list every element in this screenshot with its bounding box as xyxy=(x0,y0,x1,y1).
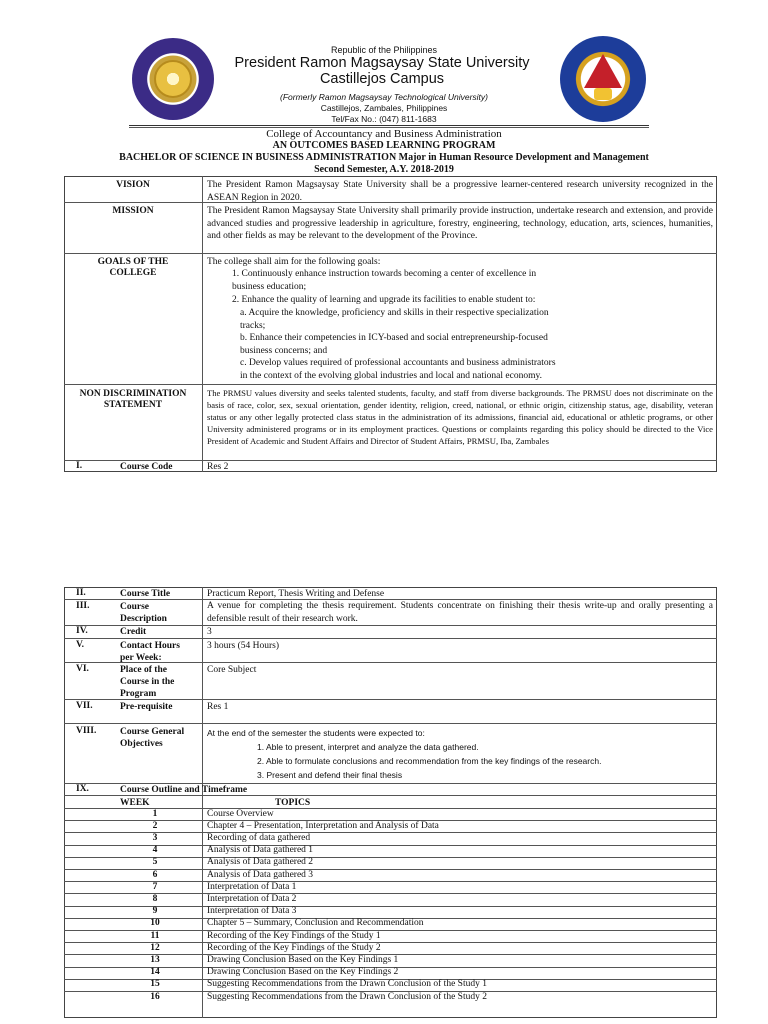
vmg-col-divider xyxy=(202,176,203,472)
tel-text: Tel/Fax No.: (047) 811-1683 xyxy=(331,114,437,124)
degree-title: BACHELOR OF SCIENCE IN BUSINESS ADMINISTRATION Major in Human Resource Development and Management xyxy=(119,152,649,163)
outline-topic-cell: Suggesting Recommendations from the Drawn Conclusion of the Study 1 xyxy=(207,979,487,990)
credit-label: Credit xyxy=(120,627,147,637)
outline-topic-cell: Drawing Conclusion Based on the Key Findings 2 xyxy=(207,967,399,978)
outline-week-cell: 14 xyxy=(150,967,160,978)
goal-2a: a. Acquire the knowledge, proficiency and skills in their respective specialization tracks; xyxy=(240,308,549,331)
mission-text: The President Ramon Magsaysay State University shall primarily provide instruction, undertake research and extension, and provide advanced studies and progressive leadership in agriculture, forestry, engineering, technology, education, arts, sciences, humanities, and other fields as may be relevant to the development of the Province. xyxy=(207,206,713,241)
objective-2: 2. Able to formulate conclusions and recommendation from the key findings of the research. xyxy=(257,756,602,766)
outline-week-cell: 16 xyxy=(150,991,160,1002)
hours-label: Contact Hours per Week: xyxy=(120,641,180,663)
outline-topic-cell: Analysis of Data gathered 1 xyxy=(207,845,314,856)
outline-topic-cell: Course Overview xyxy=(207,808,274,819)
vision-label: VISION xyxy=(116,180,150,190)
prereq-value: Res 1 xyxy=(207,702,229,712)
prereq-num: VII. xyxy=(76,701,93,711)
header-divider xyxy=(129,125,649,126)
nondiscrimination-text: The PRMSU values diversity and seeks talented students, faculty, and staff from diverse backgrounds. The PRMSU does not discriminate on the basis of race, color, sex, sexual orientation, gender identity, religion, creed, national, or ethnic origin, citizenship status, age, disability, veteran status or any other legally protected class status in the administration of its admissions, financial aid, educational or athletic programs, or other University administered programs or in its employment practices. Questions or complaints regarding this policy should be directed to the Vice President of Academic and Student Affairs and Director of Student Affairs, PRMSU, Iba, Zambales xyxy=(207,388,713,446)
goal-2c: c. Develop values required of professional accountants and business administrators in the context of the evolving global industries and local and national economy. xyxy=(240,358,556,381)
outline-topic-cell: Recording of data gathered xyxy=(207,832,311,843)
program-type: AN OUTCOMES BASED LEARNING PROGRAM xyxy=(272,140,496,151)
outline-topic-cell: Drawing Conclusion Based on the Key Findings 1 xyxy=(207,954,399,965)
outline-week-cell: 15 xyxy=(150,979,160,990)
vision-text: The President Ramon Magsaysay State University shall be a progressive learner-centered research university recognized in the ASEAN Region in 2020. xyxy=(207,180,713,203)
prereq-label: Pre-requisite xyxy=(120,702,173,712)
credit-value: 3 xyxy=(207,627,212,637)
outline-week-cell: 8 xyxy=(152,893,158,904)
course-title-num: II. xyxy=(76,588,86,598)
outline-week-cell: 12 xyxy=(150,942,160,953)
campus-name: Castillejos Campus xyxy=(319,71,445,87)
topics-header: TOPICS xyxy=(275,798,311,808)
nondiscrimination-label: NON DISCRIMINATION STATEMENT xyxy=(79,389,187,410)
outline-week-cell: 6 xyxy=(152,869,158,880)
course-desc-label: Course Description xyxy=(120,602,167,624)
outline-week-cell: 5 xyxy=(152,857,158,868)
outline-week-cell: 2 xyxy=(152,820,158,831)
mission-label: MISSION xyxy=(112,206,154,216)
goal-1: 1. Continuously enhance instruction towards becoming a center of excellence in business education; xyxy=(232,269,537,292)
objectives-intro: At the end of the semester the students were expected to: xyxy=(207,728,425,738)
address-text: Castillejos, Zambales, Philippines xyxy=(320,103,448,113)
goals-label: GOALS OF THE COLLEGE xyxy=(97,257,169,278)
goals-intro: The college shall aim for the following goals: xyxy=(207,257,381,267)
course-code-label: Course Code xyxy=(120,462,173,472)
outline-topic-cell: Interpretation of Data 2 xyxy=(207,893,297,904)
outline-week-cell: 9 xyxy=(152,906,158,917)
outline-topic-cell: Analysis of Data gathered 2 xyxy=(207,857,314,868)
outline-week-cell: 10 xyxy=(150,918,160,929)
outline-num: IX. xyxy=(76,784,89,794)
objective-1: 1. Able to present, interpret and analyze the data gathered. xyxy=(257,742,479,752)
course-desc-value: A venue for completing the thesis requirement. Students concentrate on finishing their thesis write-up and orally presenting a defensible result of their research work. xyxy=(207,601,713,624)
place-value: Core Subject xyxy=(207,665,257,675)
hours-value: 3 hours (54 Hours) xyxy=(207,641,280,651)
semester-text: Second Semester, A.Y. 2018-2019 xyxy=(314,164,454,175)
place-num: VI. xyxy=(76,664,89,674)
outline-week-cell: 11 xyxy=(150,930,160,941)
credit-num: IV. xyxy=(76,626,88,636)
place-label: Place of the Course in the Program xyxy=(120,665,175,699)
objectives-label: Course General Objectives xyxy=(120,727,185,749)
course-title-value: Practicum Report, Thesis Writing and Defense xyxy=(207,589,385,599)
outline-week-cell: 13 xyxy=(150,954,160,965)
outline-topic-cell: Recording of the Key Findings of the Study 2 xyxy=(207,942,381,953)
outline-topic-cell: Chapter 4 – Presentation, Interpretation and Analysis of Data xyxy=(207,820,439,831)
college-name: College of Accountancy and Business Administration xyxy=(266,128,502,140)
outline-week-cell: 1 xyxy=(152,808,158,819)
outline-week-cell: 4 xyxy=(152,845,158,856)
outline-topic-cell: Recording of the Key Findings of the Study 1 xyxy=(207,930,381,941)
republic-text: Republic of the Philippines xyxy=(330,45,438,55)
outline-topic-cell: Interpretation of Data 1 xyxy=(207,881,297,892)
course-code-value: Res 2 xyxy=(207,462,229,472)
outline-week-cell: 3 xyxy=(152,832,158,843)
goal-2b: b. Enhance their competencies in ICY-based and social entrepreneurship-focused business concerns; and xyxy=(240,333,548,356)
formerly-text: (Formerly Ramon Magsaysay Technological University) xyxy=(279,92,488,102)
outline-label: Course Outline and Timeframe xyxy=(120,785,248,795)
university-name: President Ramon Magsaysay State University xyxy=(234,55,530,71)
objectives-num: VIII. xyxy=(76,726,97,736)
outline-topic-cell: Chapter 5 – Summary, Conclusion and Recommendation xyxy=(207,918,424,929)
course-code-num: I. xyxy=(76,461,83,471)
course-desc-num: III. xyxy=(76,601,90,611)
objective-3: 3. Present and defend their final thesis xyxy=(257,770,403,780)
outline-topic-cell: Interpretation of Data 3 xyxy=(207,906,297,917)
outline-topic-cell: Suggesting Recommendations from the Drawn Conclusion of the Study 2 xyxy=(207,991,487,1002)
course-title-label: Course Title xyxy=(120,589,171,599)
outline-topic-cell: Analysis of Data gathered 3 xyxy=(207,869,314,880)
hours-num: V. xyxy=(76,640,85,650)
outline-week-cell: 7 xyxy=(152,881,158,892)
goal-2: 2. Enhance the quality of learning and upgrade its facilities to enable student to: xyxy=(232,295,536,305)
week-header: WEEK xyxy=(120,798,150,808)
